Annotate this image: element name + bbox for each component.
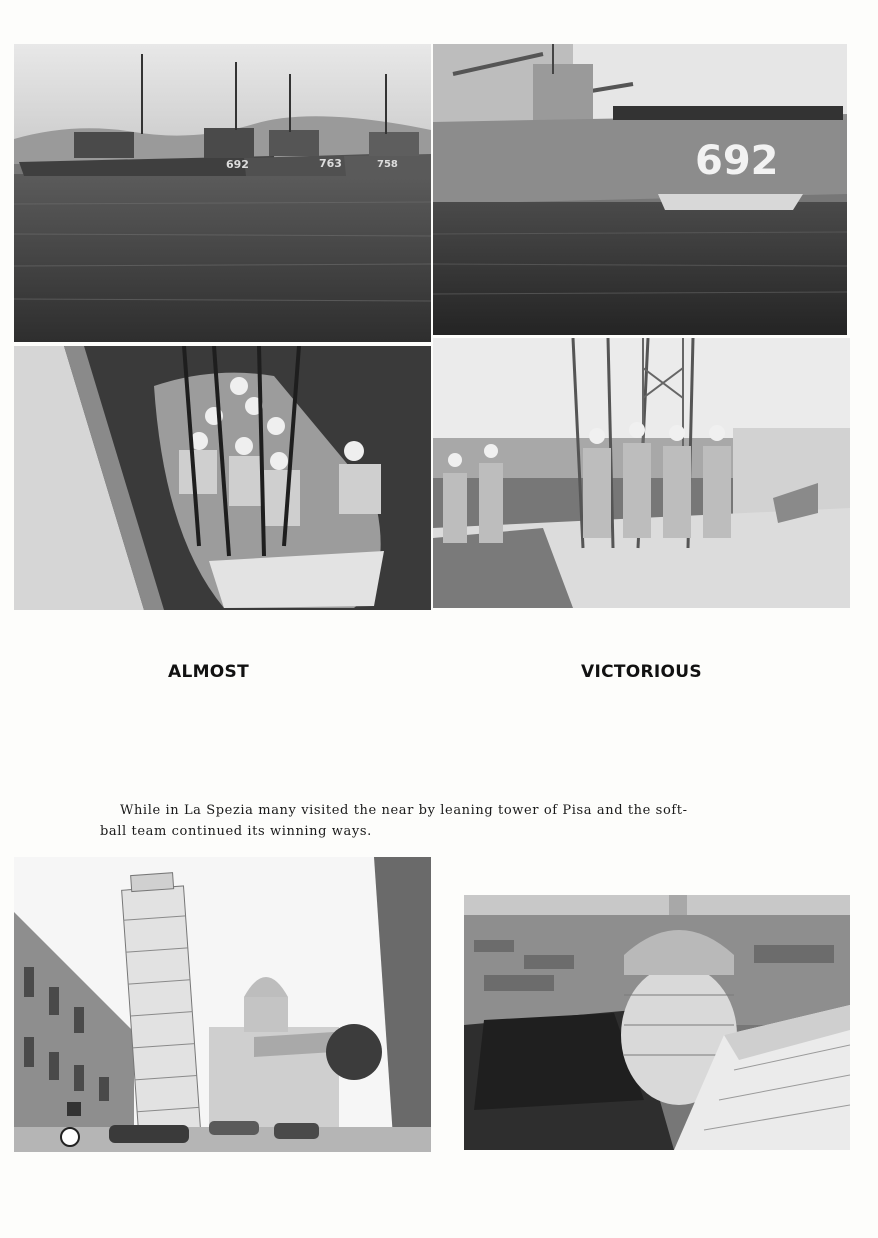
destroyers-image (14, 44, 431, 342)
hull-number-758: 758 (377, 159, 398, 170)
photo-ship-692-closeup (433, 44, 847, 335)
photo-rowing-team-on-pier (433, 338, 850, 608)
caption-almost: ALMOST (168, 662, 249, 682)
body-line-1: While in La Spezia many visited the near by leaning tower of Pisa and the soft- (120, 803, 688, 818)
hull-number-692: 692 (226, 158, 249, 171)
photo-leaning-tower-street (14, 857, 431, 1152)
photo-destroyers-at-anchor (14, 44, 431, 342)
baptistery-image (464, 895, 850, 1150)
hull-number-692-large: 692 (695, 138, 779, 184)
caption-victorious: VICTORIOUS (581, 662, 702, 682)
pier-team-image (433, 338, 850, 608)
ship-closeup-image (433, 44, 847, 335)
photo-baptistery-aerial (464, 895, 850, 1150)
body-line-2: ball team continued its winning ways. (100, 824, 372, 839)
rowboat-image (14, 346, 431, 610)
photo-crew-in-rowboat (14, 346, 431, 610)
hull-number-763: 763 (319, 157, 342, 170)
body-paragraph (100, 800, 740, 842)
leaning-tower-image (14, 857, 431, 1152)
